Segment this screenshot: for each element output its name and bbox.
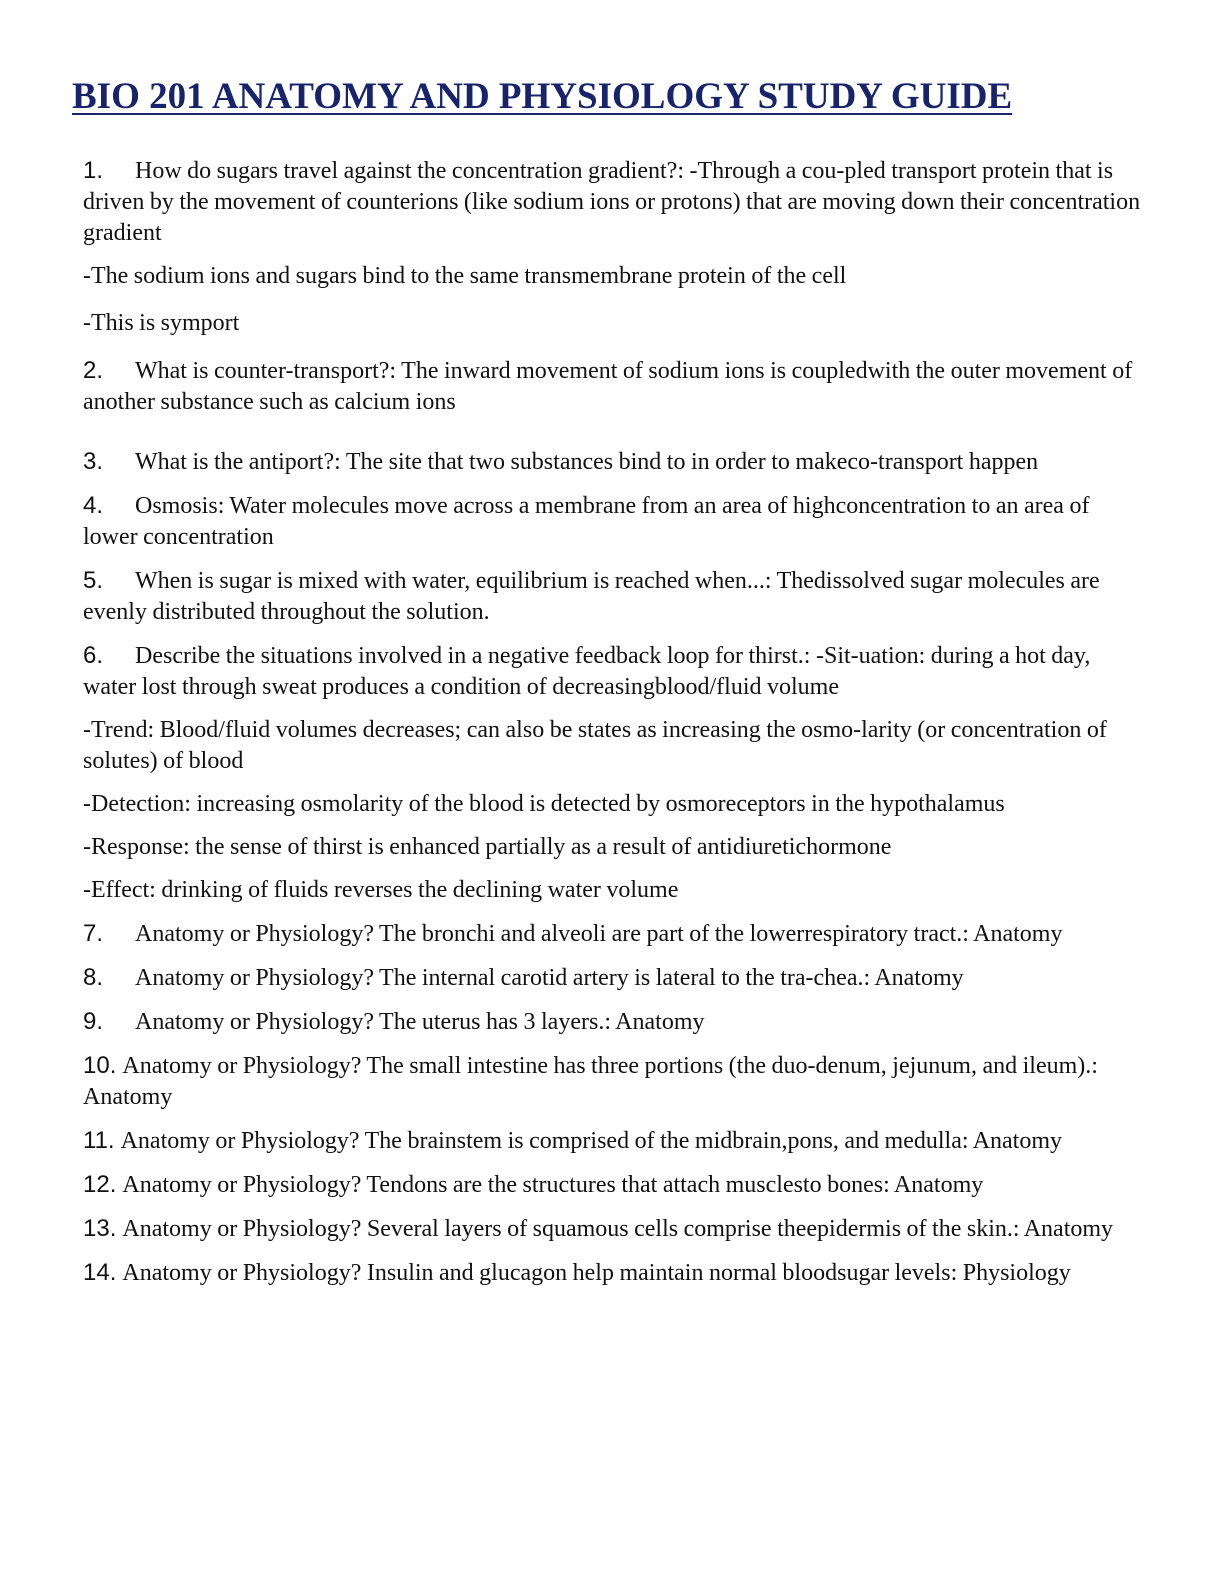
question-text: Anatomy or Physiology? Insulin and glucagon help maintain normal bloodsugar levels: Physiology — [122, 1260, 1071, 1286]
question-13 — [83, 1213, 1143, 1245]
question-number: 14. — [83, 1259, 117, 1286]
question-text: Anatomy or Physiology? Several layers of squamous cells comprise theepidermis of the skin.: Anatomy — [122, 1216, 1114, 1242]
question-text: Anatomy or Physiology? The small intestine has three portions (the duo-denum, jejunum, and ileum).: Anatomy — [83, 1053, 1098, 1110]
question-14 — [83, 1257, 1143, 1289]
question-text: Osmosis: Water molecules move across a membrane from an area of highconcentration to an area of lower concentration — [83, 493, 1090, 550]
answer-continuation: -Response: the sense of thirst is enhanced partially as a result of antidiuretichormone — [83, 834, 892, 860]
answer-continuation: -Detection: increasing osmolarity of the blood is detected by osmoreceptors in the hypothalamus — [83, 791, 1005, 817]
study-guide-content — [83, 155, 1143, 1301]
answer-continuation: -The sodium ions and sugars bind to the same transmembrane protein of the cell — [83, 263, 847, 289]
answer-continuation: -Effect: drinking of fluids reverses the declining water volume — [83, 877, 679, 903]
question-7 — [83, 918, 1143, 950]
question-text: Anatomy or Physiology? Tendons are the structures that attach musclesto bones: Anatomy — [122, 1172, 984, 1198]
question-12 — [83, 1169, 1143, 1201]
question-6 — [83, 640, 1143, 703]
question-number: 7. — [83, 920, 104, 947]
page-title: BIO 201 ANATOMY AND PHYSIOLOGY STUDY GUIDE — [72, 76, 1013, 117]
question-4 — [83, 490, 1143, 553]
answer-continuation: -Trend: Blood/fluid volumes decreases; can also be states as increasing the osmo-larity (or concentration of solutes) of blood — [83, 717, 1107, 774]
question-number: 1. — [83, 157, 104, 184]
question-11 — [83, 1125, 1143, 1157]
question-text: How do sugars travel against the concentration gradient?: -Through a cou-pled transport protein that is driven by the movement of counterions (like sodium ions or protons) that are moving down their concentration gradient — [83, 158, 1141, 246]
question-number: 9. — [83, 1008, 104, 1035]
answer-continuation: -This is symport — [83, 310, 240, 336]
question-1 — [83, 155, 1143, 249]
question-9 — [83, 1006, 1143, 1038]
question-8 — [83, 962, 1143, 994]
question-text: Anatomy or Physiology? The uterus has 3 layers.: Anatomy — [135, 1009, 705, 1035]
question-number: 3. — [83, 448, 104, 475]
question-number: 10. — [83, 1052, 117, 1079]
question-text: Anatomy or Physiology? The internal carotid artery is lateral to the tra-chea.: Anatomy — [135, 965, 964, 991]
question-text: Anatomy or Physiology? The bronchi and alveoli are part of the lowerrespiratory tract.: Anatomy — [135, 921, 1063, 947]
question-text: When is sugar is mixed with water, equilibrium is reached when...: Thedissolved sugar molecules are evenly distributed throughout the solution. — [83, 568, 1100, 625]
question-number: 4. — [83, 492, 104, 519]
question-text: Describe the situations involved in a negative feedback loop for thirst.: -Sit-uation: during a hot day, water lost through sweat produces a condition of decreasingblood/fluid volume — [83, 643, 1091, 700]
question-text: What is the antiport?: The site that two substances bind to in order to makeco-transport happen — [135, 449, 1039, 475]
question-number: 13. — [83, 1215, 117, 1242]
question-number: 12. — [83, 1171, 117, 1198]
question-text: What is counter-transport?: The inward movement of sodium ions is coupledwith the outer movement of another substance such as calcium ions — [83, 358, 1133, 415]
question-number: 5. — [83, 567, 104, 594]
question-10 — [83, 1050, 1143, 1113]
question-number: 2. — [83, 357, 104, 384]
question-3 — [83, 446, 1143, 478]
question-2 — [83, 355, 1143, 418]
question-text: Anatomy or Physiology? The brainstem is comprised of the midbrain,pons, and medulla: Anatomy — [120, 1128, 1063, 1154]
question-number: 6. — [83, 642, 104, 669]
question-5 — [83, 565, 1143, 628]
question-number: 11. — [83, 1127, 115, 1154]
question-number: 8. — [83, 964, 104, 991]
